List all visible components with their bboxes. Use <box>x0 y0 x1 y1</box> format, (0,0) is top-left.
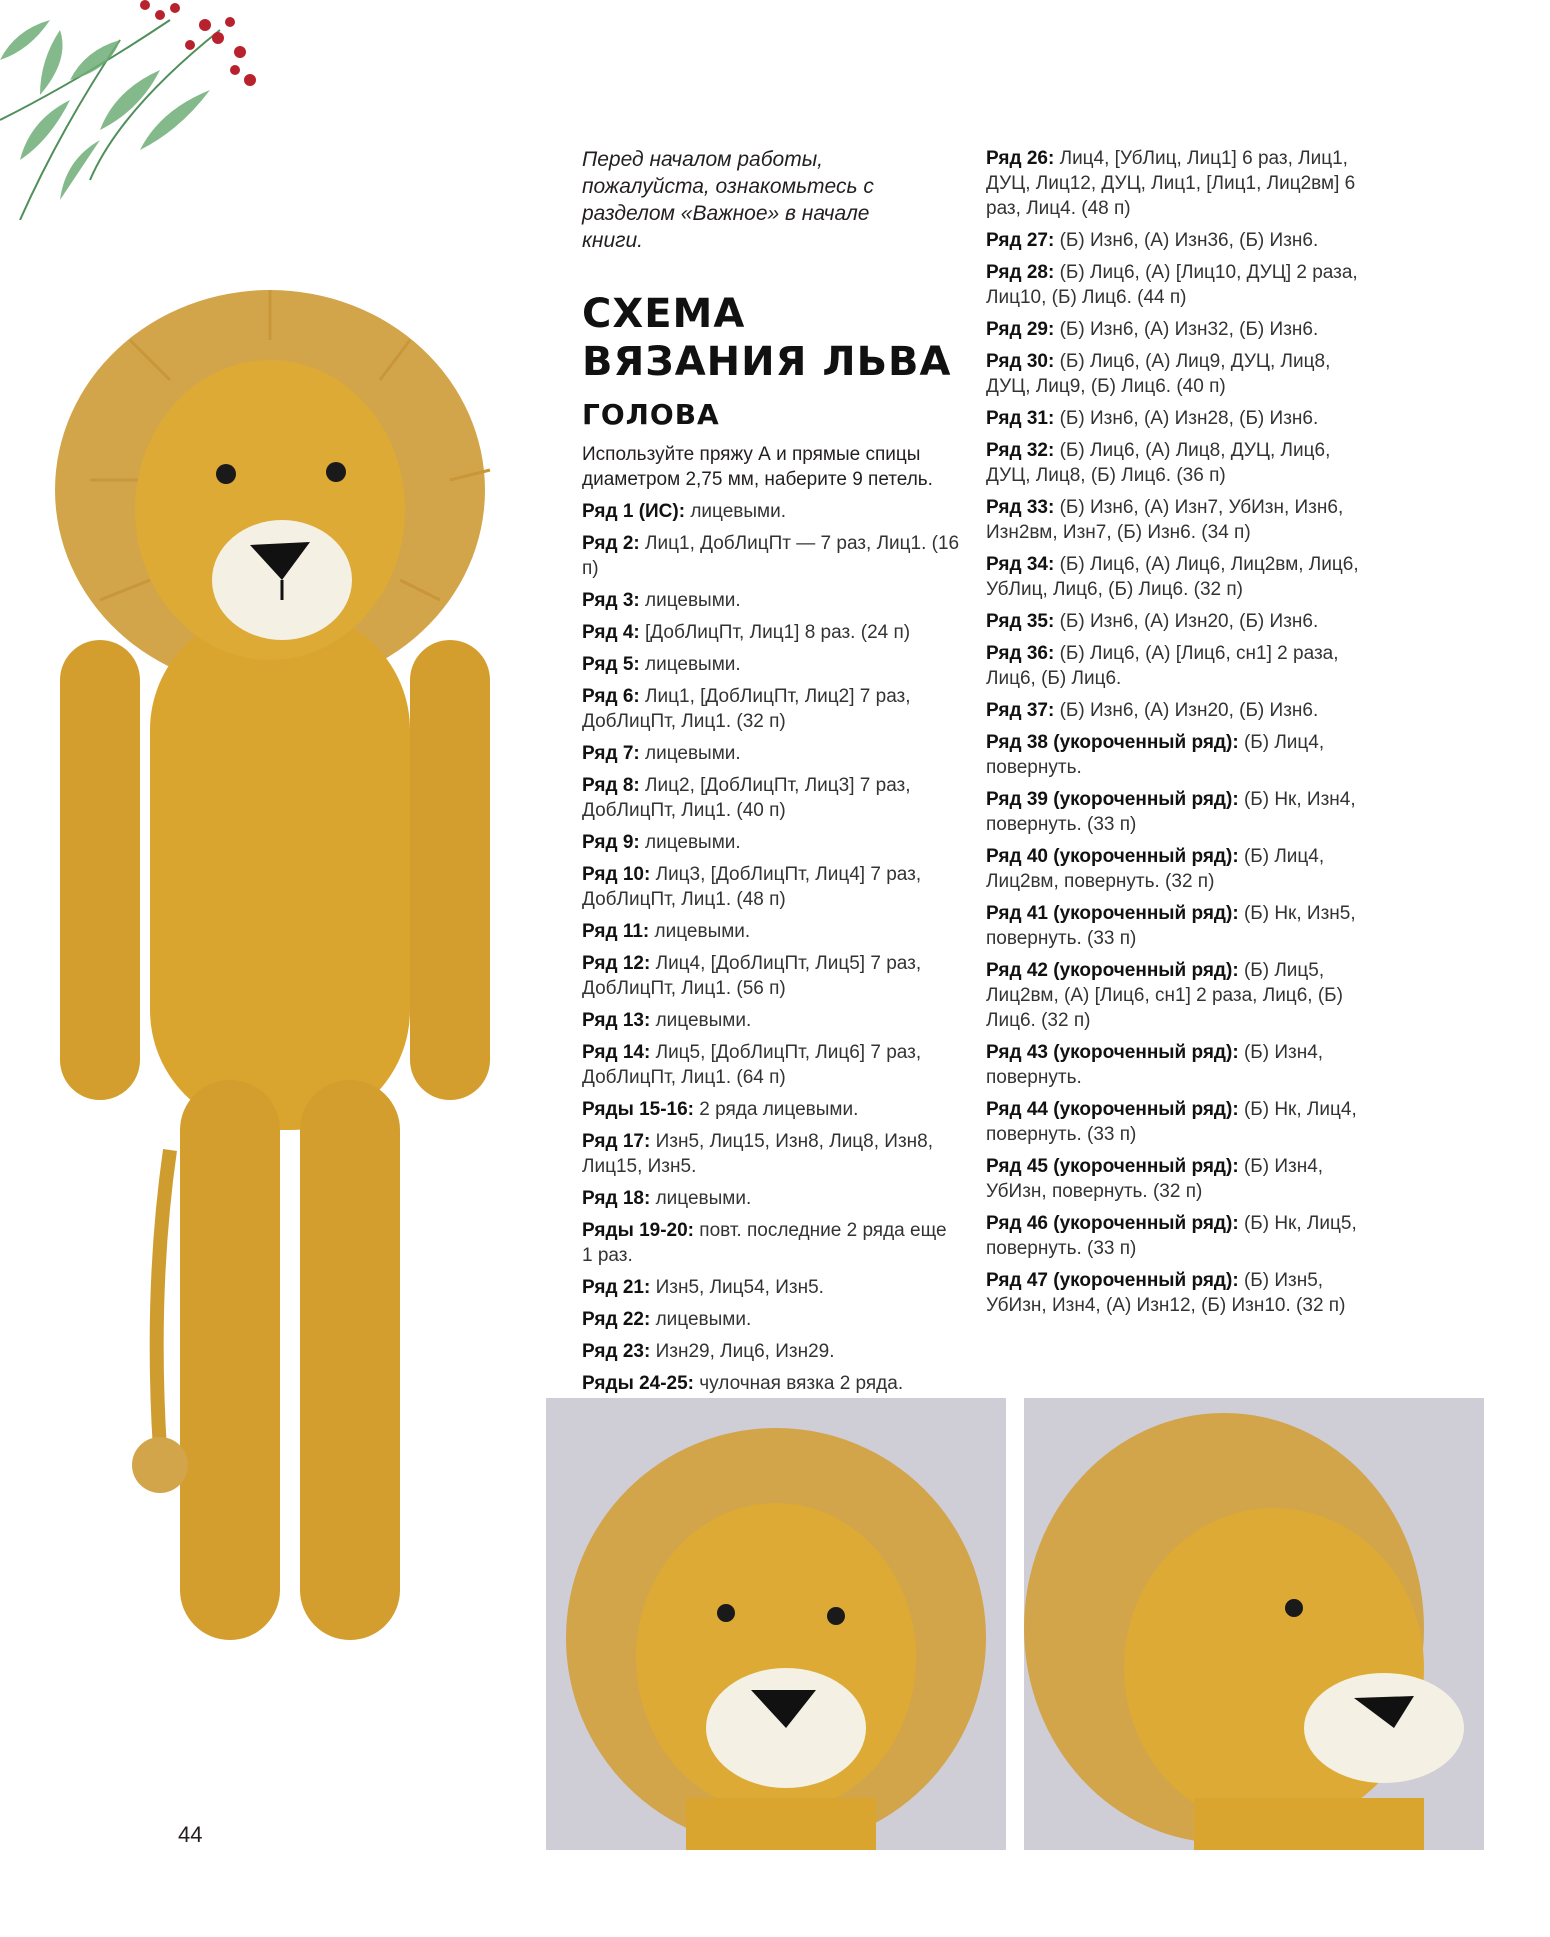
row-label: Ряды 15-16: <box>582 1099 694 1120</box>
row-instructions: (Б) Лиц6, (А) [Лиц10, ДУЦ] 2 раза, Лиц10, (Б) Лиц6. (44 п) <box>986 262 1358 308</box>
pattern-row <box>986 349 1366 399</box>
row-label: Ряд 28: <box>986 262 1055 283</box>
pattern-row <box>986 641 1366 691</box>
row-label: Ряд 37: <box>986 700 1055 721</box>
pattern-row <box>582 1097 962 1122</box>
pattern-row <box>986 438 1366 488</box>
row-label: Ряд 23: <box>582 1341 651 1362</box>
pattern-row <box>986 1040 1366 1090</box>
row-instructions: лицевыми. <box>645 654 741 675</box>
row-label: Ряд 10: <box>582 864 651 885</box>
pattern-row <box>986 1268 1366 1318</box>
row-instructions: (Б) Нк, Лиц4, повернуть. (33 п) <box>986 1099 1357 1145</box>
pattern-row <box>582 499 962 524</box>
pattern-row <box>582 1040 962 1090</box>
row-instructions: лицевыми. <box>654 921 751 942</box>
pattern-row <box>582 919 962 944</box>
lion-head-side-photo <box>1024 1398 1484 1850</box>
row-instructions: (Б) Лиц6, (А) Лиц8, ДУЦ, Лиц6, ДУЦ, Лиц8, (Б) Лиц6. (36 п) <box>986 440 1331 486</box>
row-instructions: чулочная вязка 2 ряда. <box>699 1373 904 1394</box>
row-label: Ряды 24-25: <box>582 1373 694 1394</box>
pattern-row <box>582 1307 962 1332</box>
row-instructions: Лиц4, [УбЛиц, Лиц1] 6 раз, Лиц1, ДУЦ, Лиц12, ДУЦ, Лиц1, [Лиц1, Лиц2вм] 6 раз, Лиц4. (48 п) <box>986 148 1356 219</box>
row-label: Ряд 26: <box>986 148 1055 169</box>
pattern-row <box>582 1371 962 1396</box>
row-label: Ряд 46 (укороченный ряд): <box>986 1213 1239 1234</box>
row-instructions: Изн5, Лиц54, Изн5. <box>655 1277 824 1298</box>
pattern-row <box>582 588 962 613</box>
row-label: Ряд 8: <box>582 775 640 796</box>
row-label: Ряд 17: <box>582 1131 651 1152</box>
row-label: Ряд 29: <box>986 319 1055 340</box>
row-instructions: лицевыми. <box>645 832 741 853</box>
row-instructions: Лиц4, [ДобЛицПт, Лиц5] 7 раз, ДобЛицПт, Лиц1. (56 п) <box>582 953 922 999</box>
row-instructions: Лиц1, ДобЛицПт — 7 раз, Лиц1. (16 п) <box>582 533 960 579</box>
row-label: Ряд 1 (ИС): <box>582 501 686 522</box>
row-instructions: (Б) Изн6, (А) Изн36, (Б) Изн6. <box>1059 230 1319 251</box>
row-label: Ряд 30: <box>986 351 1055 372</box>
pattern-row <box>582 1008 962 1033</box>
pattern-row <box>986 698 1366 723</box>
row-label: Ряд 38 (укороченный ряд): <box>986 732 1239 753</box>
row-label: Ряд 14: <box>582 1042 651 1063</box>
pattern-row <box>582 1218 962 1268</box>
pattern-column-left <box>582 442 962 1403</box>
row-label: Ряд 22: <box>582 1309 651 1330</box>
row-instructions: повт. последние 2 ряда еще 1 раз. <box>582 1220 947 1266</box>
row-label: Ряд 36: <box>986 643 1055 664</box>
pattern-row <box>986 260 1366 310</box>
row-instructions: (Б) Изн6, (А) Изн20, (Б) Изн6. <box>1059 611 1319 632</box>
row-label: Ряд 39 (укороченный ряд): <box>986 789 1239 810</box>
pattern-row <box>582 741 962 766</box>
row-label: Ряд 21: <box>582 1277 651 1298</box>
row-instructions: (Б) Изн4, УбИзн, повернуть. (32 п) <box>986 1156 1324 1202</box>
row-label: Ряд 12: <box>582 953 651 974</box>
pattern-row <box>582 1339 962 1364</box>
pattern-row <box>986 730 1366 780</box>
row-instructions: (Б) Изн5, УбИзн, Изн4, (А) Изн12, (Б) Изн10. (32 п) <box>986 1270 1346 1316</box>
lion-head-front-photo <box>546 1398 1006 1850</box>
row-label: Ряды 19-20: <box>582 1220 694 1241</box>
row-label: Ряд 5: <box>582 654 640 675</box>
pattern-row <box>582 684 962 734</box>
row-label: Ряд 34: <box>986 554 1055 575</box>
pattern-row <box>986 317 1366 342</box>
intro-note: Перед началом работы, пожалуйста, ознакомьтесь с разделом «Важное» в начале книги. <box>582 148 874 252</box>
pattern-row <box>582 1129 962 1179</box>
pattern-row <box>986 1097 1366 1147</box>
row-label: Ряд 45 (укороченный ряд): <box>986 1156 1239 1177</box>
page-title: СХЕМА ВЯЗАНИЯ ЛЬВА <box>582 291 952 385</box>
row-label: Ряд 31: <box>986 408 1055 429</box>
row-instructions: лицевыми. <box>690 501 786 522</box>
section-intro: Используйте пряжу А и прямые спицы диаметром 2,75 мм, наберите 9 петель. <box>582 444 933 490</box>
row-label: Ряд 7: <box>582 743 640 764</box>
pattern-row <box>986 228 1366 253</box>
pattern-row <box>986 406 1366 431</box>
row-instructions: лицевыми. <box>645 743 741 764</box>
row-label: Ряд 6: <box>582 686 640 707</box>
row-instructions: 2 ряда лицевыми. <box>699 1099 859 1120</box>
row-label: Ряд 32: <box>986 440 1055 461</box>
row-label: Ряд 2: <box>582 533 640 554</box>
row-label: Ряд 33: <box>986 497 1055 518</box>
row-label: Ряд 18: <box>582 1188 651 1209</box>
row-instructions: (Б) Изн6, (А) Изн28, (Б) Изн6. <box>1059 408 1319 429</box>
row-instructions: лицевыми. <box>645 590 741 611</box>
row-instructions: (Б) Изн6, (А) Изн7, УбИзн, Изн6, Изн2вм, Изн7, (Б) Изн6. (34 п) <box>986 497 1344 543</box>
row-label: Ряд 44 (укороченный ряд): <box>986 1099 1239 1120</box>
pattern-row <box>582 620 962 645</box>
row-label: Ряд 9: <box>582 832 640 853</box>
row-instructions: Изн29, Лиц6, Изн29. <box>655 1341 835 1362</box>
row-instructions: (Б) Изн6, (А) Изн32, (Б) Изн6. <box>1059 319 1319 340</box>
row-instructions: лицевыми. <box>655 1010 752 1031</box>
row-instructions: [ДобЛицПт, Лиц1] 8 раз. (24 п) <box>645 622 911 643</box>
row-label: Ряд 40 (укороченный ряд): <box>986 846 1239 867</box>
row-instructions: Лиц2, [ДобЛицПт, Лиц3] 7 раз, ДобЛицПт, Лиц1. (40 п) <box>582 775 911 821</box>
lion-toy-photo <box>30 280 590 1670</box>
pattern-row <box>582 862 962 912</box>
row-instructions: (Б) Лиц6, (А) Лиц6, Лиц2вм, Лиц6, УбЛиц, Лиц6, (Б) Лиц6. (32 п) <box>986 554 1359 600</box>
row-instructions: Лиц3, [ДобЛицПт, Лиц4] 7 раз, ДобЛицПт, Лиц1. (48 п) <box>582 864 922 910</box>
pattern-row <box>582 1186 962 1211</box>
row-instructions: Лиц1, [ДобЛицПт, Лиц2] 7 раз, ДобЛицПт, Лиц1. (32 п) <box>582 686 911 732</box>
pattern-row <box>582 773 962 823</box>
row-label: Ряд 43 (укороченный ряд): <box>986 1042 1239 1063</box>
pattern-row <box>986 495 1366 545</box>
row-instructions: лицевыми. <box>655 1188 752 1209</box>
row-instructions: (Б) Изн6, (А) Изн20, (Б) Изн6. <box>1059 700 1319 721</box>
row-label: Ряд 3: <box>582 590 640 611</box>
pattern-row <box>986 958 1366 1033</box>
pattern-row <box>986 787 1366 837</box>
pattern-row <box>986 901 1366 951</box>
row-instructions: (Б) Лиц4, повернуть. <box>986 732 1325 778</box>
leaf-decoration <box>0 0 300 220</box>
row-instructions: лицевыми. <box>655 1309 752 1330</box>
row-instructions: (Б) Лиц5, Лиц2вм, (А) [Лиц6, сн1] 2 раза, Лиц6, (Б) Лиц6. (32 п) <box>986 960 1343 1031</box>
section-heading: ГОЛОВА <box>582 398 720 431</box>
pattern-row <box>582 830 962 855</box>
row-instructions: (Б) Нк, Изн4, повернуть. (33 п) <box>986 789 1356 835</box>
row-label: Ряд 4: <box>582 622 640 643</box>
row-label: Ряд 11: <box>582 921 650 942</box>
pattern-column-right <box>986 146 1366 1325</box>
page-number: 44 <box>178 1822 203 1847</box>
pattern-row <box>986 552 1366 602</box>
row-instructions: (Б) Нк, Лиц5, повернуть. (33 п) <box>986 1213 1357 1259</box>
row-instructions: (Б) Изн4, повернуть. <box>986 1042 1324 1088</box>
pattern-row <box>986 1154 1366 1204</box>
pattern-row <box>986 146 1366 221</box>
pattern-row <box>582 652 962 677</box>
row-label: Ряд 13: <box>582 1010 651 1031</box>
pattern-row <box>986 609 1366 634</box>
row-label: Ряд 41 (укороченный ряд): <box>986 903 1239 924</box>
pattern-row <box>582 951 962 1001</box>
row-instructions: (Б) Нк, Изн5, повернуть. (33 п) <box>986 903 1356 949</box>
row-label: Ряд 35: <box>986 611 1055 632</box>
pattern-row <box>986 844 1366 894</box>
row-instructions: (Б) Лиц6, (А) [Лиц6, сн1] 2 раза, Лиц6, (Б) Лиц6. <box>986 643 1339 689</box>
row-label: Ряд 47 (укороченный ряд): <box>986 1270 1239 1291</box>
pattern-row <box>582 1275 962 1300</box>
row-instructions: (Б) Лиц4, Лиц2вм, повернуть. (32 п) <box>986 846 1325 892</box>
row-instructions: (Б) Лиц6, (А) Лиц9, ДУЦ, Лиц8, ДУЦ, Лиц9, (Б) Лиц6. (40 п) <box>986 351 1331 397</box>
pattern-row <box>986 1211 1366 1261</box>
row-label: Ряд 42 (укороченный ряд): <box>986 960 1239 981</box>
row-label: Ряд 27: <box>986 230 1055 251</box>
row-instructions: Лиц5, [ДобЛицПт, Лиц6] 7 раз, ДобЛицПт, Лиц1. (64 п) <box>582 1042 922 1088</box>
pattern-row <box>582 531 962 581</box>
row-instructions: Изн5, Лиц15, Изн8, Лиц8, Изн8, Лиц15, Изн5. <box>582 1131 934 1177</box>
